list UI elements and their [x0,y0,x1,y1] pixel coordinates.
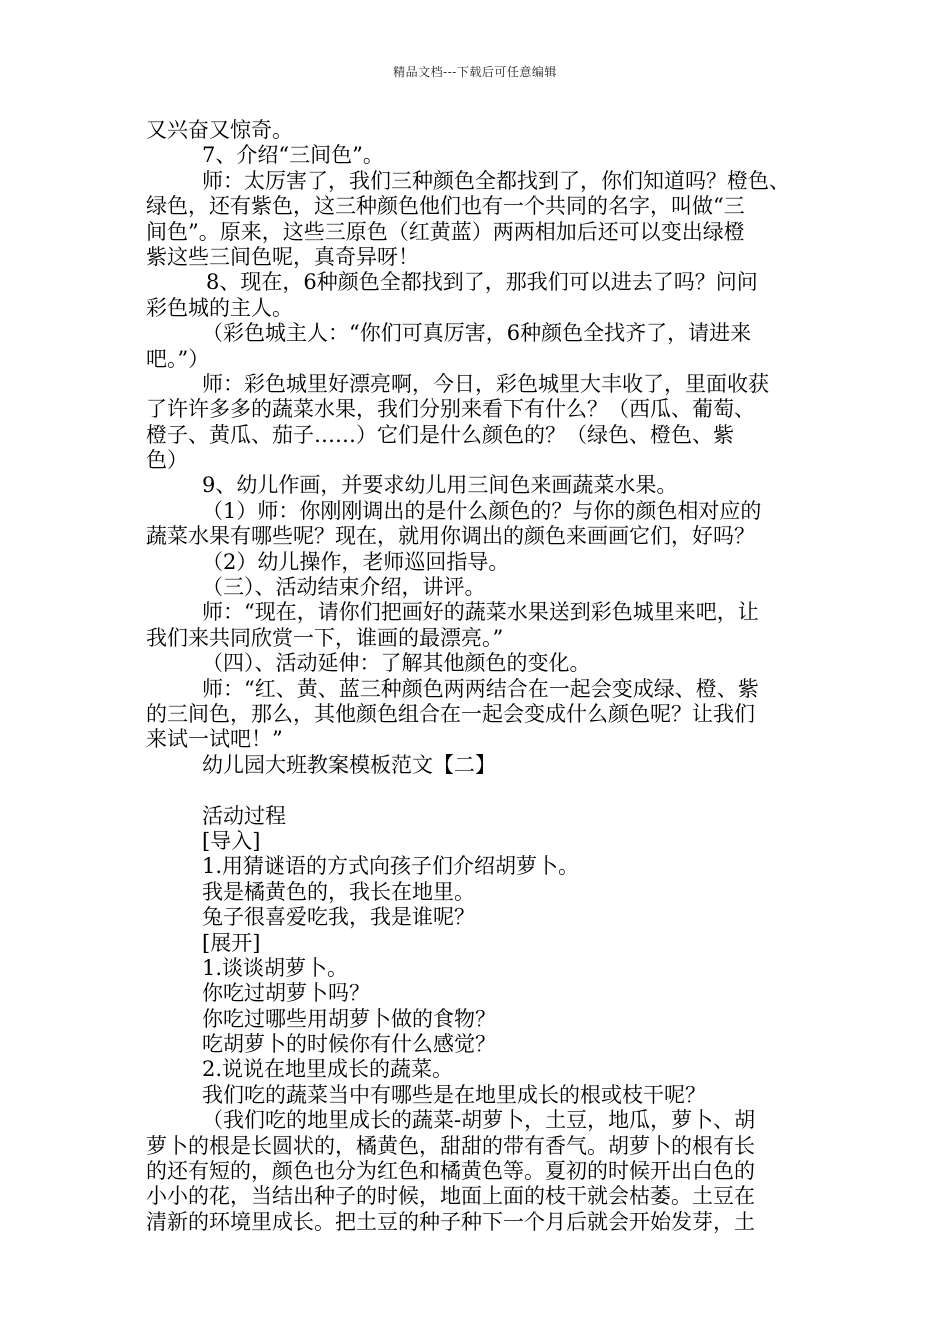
text-line: 幼儿园大班教案模板范文【二】 [202,752,496,777]
text-line: [展开] [202,930,261,955]
text-line: 清新的环境里成长。把土豆的种子种下一个月后就会开始发芽，土 [146,1209,755,1234]
text-line: 紫这些三间色呢，真奇异呀！ [146,244,419,269]
text-line: 2.说说在地里成长的蔬菜。 [202,1057,454,1082]
text-line: （三）、活动结束介绍，讲评。 [202,575,486,600]
text-line: 的三间色，那么，其他颜色组合在一起会变成什么颜色呢？让我们 [146,701,755,726]
text-line: 我们吃的蔬菜当中有哪些是在地里成长的根或枝干呢？ [202,1082,706,1107]
blank-line [146,778,816,803]
text-line: 了许许多多的蔬菜水果，我们分别来看下有什么？（西瓜、葡萄、 [146,397,755,422]
text-line: 师：“现在，请你们把画好的蔬菜水果送到彩色城里来吧，让 [202,600,759,625]
text-line: 萝卜的根是长圆状的，橘黄色，甜甜的带有香气。胡萝卜的根有长 [146,1133,755,1158]
text-line: 间色”。原来，这些三原色（红黄蓝）两两相加后还可以变出绿橙 [146,219,745,244]
text-line: 你吃过胡萝卜吗？ [202,981,370,1006]
text-line: 吧。”） [146,346,210,371]
text-line: 你吃过哪些用胡萝卜做的食物？ [202,1006,496,1031]
text-line: 彩色城的主人。 [146,295,293,320]
text-line: （1）师：你刚刚调出的是什么颜色的？与你的颜色相对应的 [202,498,762,523]
text-line: 9、幼儿作画，并要求幼儿用三间色来画蔬菜水果。 [202,473,678,498]
text-line: 来试一试吧！” [146,727,283,752]
text-line: 活动过程 [202,803,286,828]
text-line: 兔子很喜爱吃我，我是谁呢？ [202,905,475,930]
text-line: 8、现在，6种颜色全都找到了，那我们可以进去了吗？问问 [206,270,758,295]
text-line: 色） [146,448,188,473]
text-line: 橙子、黄瓜、茄子……）它们是什么颜色的？（绿色、橙色、紫 [146,422,734,447]
text-line: 7、介绍“三间色”。 [202,143,384,168]
text-line: 1.谈谈胡萝卜。 [202,955,349,980]
text-line: 我们来共同欣赏一下，谁画的最漂亮。” [146,625,504,650]
page-header: 精品文档---下载后可任意编辑 [393,65,557,79]
text-line: 又兴奋又惊奇。 [146,118,293,142]
text-line: 1.用猜谜语的方式向孩子们介绍胡萝卜。 [202,854,580,879]
text-line: （我们吃的地里成长的蔬菜-胡萝卜，土豆，地瓜，萝卜、胡 [202,1108,756,1133]
text-line: 师：“红、黄、蓝三种颜色两两结合在一起会变成绿、橙、紫 [202,676,759,701]
text-line: 蔬菜水果有哪些呢？现在，就用你调出的颜色来画画它们，好吗？ [146,524,755,549]
text-line: 吃胡萝卜的时候你有什么感觉？ [202,1032,496,1057]
text-line: （彩色城主人：“你们可真厉害，6种颜色全找齐了，请进来 [202,321,752,346]
text-line: 我是橘黄色的，我长在地里。 [202,879,475,904]
text-line: [导入] [202,828,261,853]
text-line: 绿色，还有紫色，这三种颜色他们也有一个共同的名字，叫做“三 [146,194,745,219]
text-line: 的还有短的，颜色也分为红色和橘黄色等。夏初的时候开出白色的 [146,1159,755,1184]
text-line: 师：彩色城里好漂亮啊，今日，彩色城里大丰收了，里面收获 [202,371,769,396]
text-line: （2）幼儿操作，老师巡回指导。 [202,549,510,574]
text-line: 小小的花，当结出种子的时候，地面上面的枝干就会枯萎。土豆在 [146,1184,755,1209]
document-body [146,118,816,1235]
text-line: 师：太厉害了，我们三种颜色全都找到了，你们知道吗？橙色、 [202,168,790,193]
text-line: （四）、活动延伸：了解其他颜色的变化。 [202,651,591,676]
